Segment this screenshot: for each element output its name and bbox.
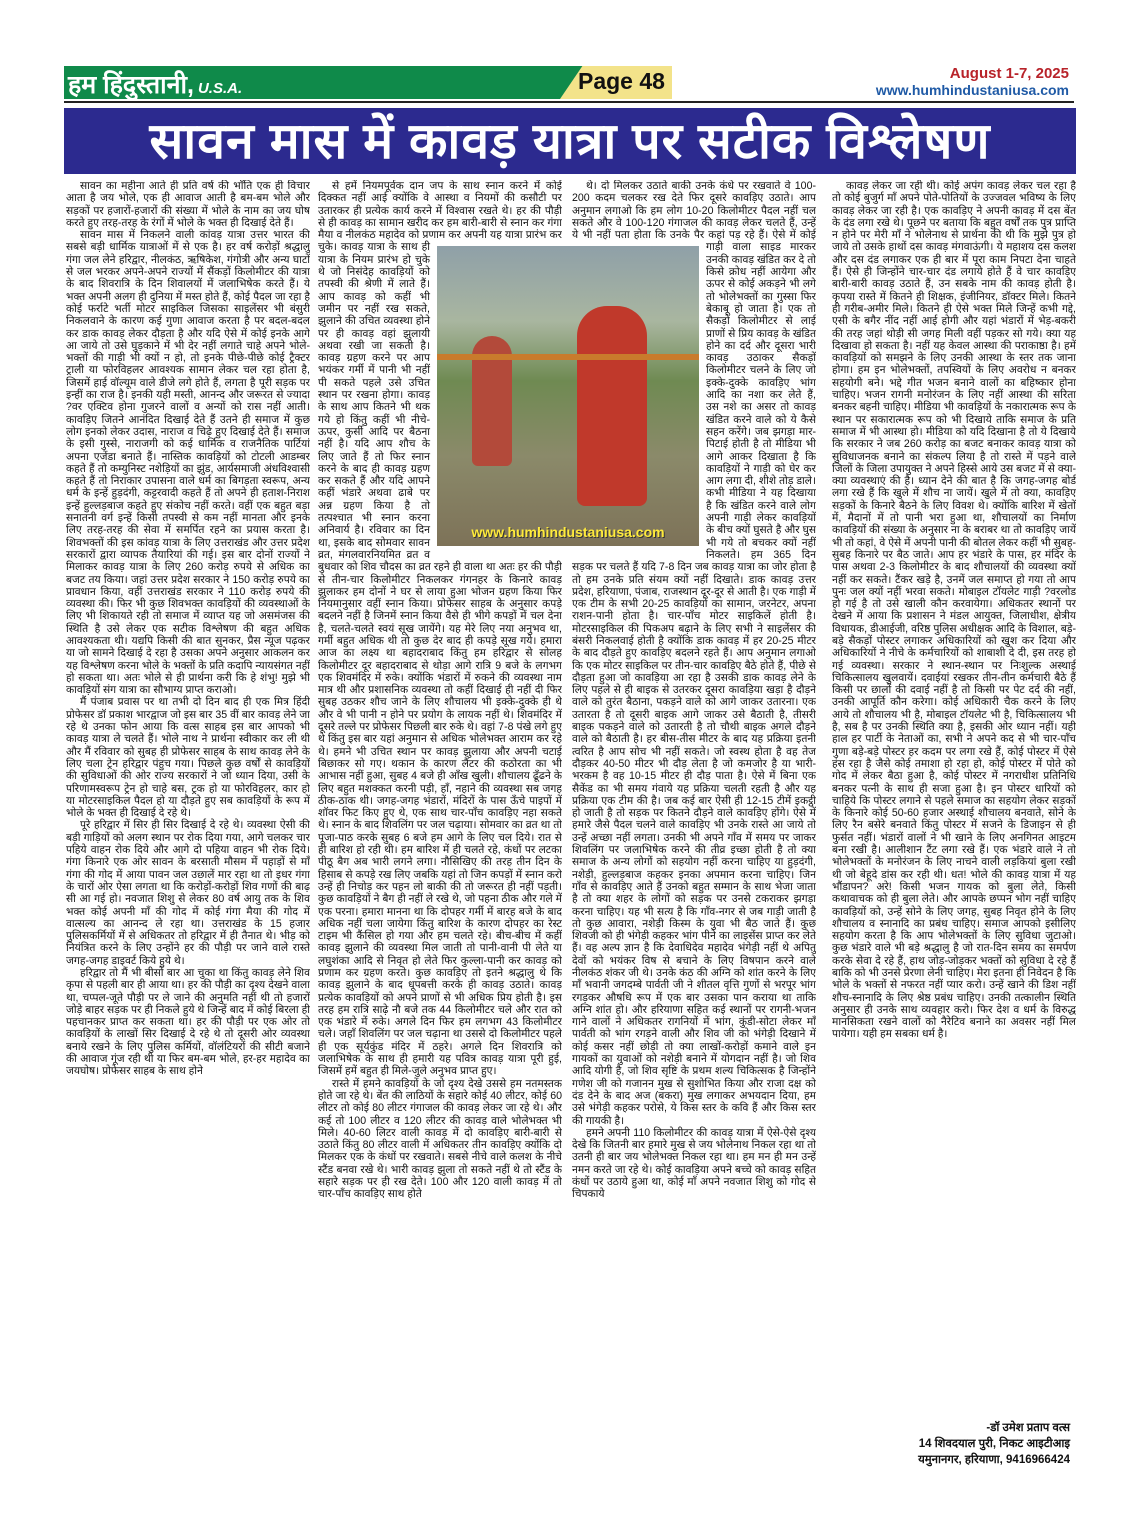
photo-watermark: www.humhindustaniusa.com bbox=[471, 524, 665, 540]
author-signature bbox=[832, 1420, 1070, 1468]
website-link[interactable]: www.humhindustaniusa.com bbox=[875, 82, 1069, 98]
article-paragraph: रास्ते में हमने कावड़ियों के जो दृश्य देखे उससे हम नतमस्तक होते जा रहे थे। बेंत की लाठियों के सहारे कोई 40 लीटर, कोई 60 लीटर तो कोई 80 लीटर गंगाजल की कावड़ लेकर जा रहे थे। और कई तो 100 लीटर व 120 लीटर की कावड़ वाले भोलेभक्त भी मिले। 40-60 लिटर वाली कावड़ में दो कावड़िए बारी-बारी से उठाते किंतु 80 लीटर वाली में अधिकतर तीन कावड़िए क्योंकि दो मिलकर एक के कंधों पर रखवाते। सबसे नीचे वाले कलश के नीचे स्टैंड बनवा रखे थे। भारी कावड़ झुला तो सकते नहीं थे तो स्टैंड के सहारे सड़क पर ही रख देते। 100 और 120 वाली कावड़ में तो चार-पाँच कावड़िए साथ होते bbox=[318, 1077, 562, 1201]
article-paragraph: सावन मास में निकलने वाली कांवड़ यात्रा उत्तर भारत की सबसे बड़ी धार्मिक यात्राओं में से एक है। हर वर्ष करोड़ों श्रद्धालु गंगा जल लेने हरिद्वार, नीलकंठ, ऋषिकेश, गंगोत्री और अन्य घाटों से जल भरकर अपने-अपने राज्यों में सैंकड़ों किलोमीटर की यात्रा के बाद शिवरात्रि के दिन शिवालयों में जलाभिषेक करते हैं। ये भक्त अपनी अलग ही दुनिया में मस्त होते हैं, कोई पैदल जा रहा है कोई फर्राटे भर्ती मोटर साइकिल जिसका साइलेंसर भी बंसुरी निकलवाने के कारण कई गुणा आवाज करता है पर बदल-बदल कर डाक कावड़ लेकर दौड़ता है और यदि ऐसे में कोई इनके आगे आ जाये तो उसे घुड़काने में भी देर नहीं लगाते चाहे अपने भोले-भक्तों की गाड़ी भी क्यों न हो, तो इनके पीछे-पीछे कोई ट्रैक्टर ट्राली या फोरविहलर आवश्यक सामान लेकर चल रहा होता है, जिसमें हाई वॉल्यूम वाले डीजे लगे होते हैं, लगता है पूरी सड़क पर इन्हीं का राज है। इनकी यही मस्ती, आनन्द और जरूरत से ज्यादा ?वर एक्टिव होना गुजरने वालों व अन्यों को रास नहीं आती। कावड़िए जितने आनंदित दिखाई देते हैं उतने ही समाज में कुछ लोग इनको लेकर उदास, नाराज व चिढ़े हुए दिखाई देते हैं। समाज के इसी गुस्से, नाराजगी को कई धार्मिक व राजनैतिक पार्टियां अपना एजेंडा बनाते हैं। नास्तिक कावड़ियों को टोटली आडम्बर कहते हैं तो कम्युनिस्ट नशेड़ियों का झुंड, आर्यसमाजी अंधविश्वासी कहते हैं तो निराकार उपासना वाले धर्म का बिगड़ता स्वरूप, अन्य धर्म के इन्हें हुड़दंगी, कट्टरवादी कहते हैं तो अपने ही हताश-निराश इन्हें हुल्लड़बाज कहते हुए संकोच नहीं करते। वहीं एक बहुत बड़ा सनातनी वर्ग इन्हें किसी तपस्वी से कम नहीं मानता और इनके लिए तरह-तरह की सेवा में समर्पित रहने का प्रयास करता है। शिवभक्तों की इस कांवड़ यात्रा के लिए उत्तराखंड और उत्तर प्रदेश सरकारों द्वारा व्यापक तैयारियां की गई। इस बार दोनों राज्यों ने मिलाकर कावड़ यात्रा के लिए 260 करोड़ रुपये से अधिक का बजट तय किया। जहां उत्तर प्रदेश सरकार ने 150 करोड़ रुपये का प्रावधान किया, वहीं उत्तराखंड सरकार ने 110 करोड़ रुपये की व्यवस्था की। फिर भी कुछ शिवभक्त कावड़ियों की व्यवस्थाओं के लिए भी शिकायते रही तो समाज में व्याप्त यह जो असमंजस की स्थिति है उसे लेकर एक सटीक विश्लेषण की बहुत अधिक आवश्यकता थी। यद्यपि किसी की बात सुनकर, प्रैस न्यूज पढ़कर या जो सामने दिखाई दे रहा है उसका अपने अनुसार आकलन कर यह विश्लेषण करना भोले के भक्तों के प्रति कदापि न्यायसंगत नहीं हो सकता था। अतः भोले से ही प्रार्थना करी कि हे शंभु! मुझे भी कावड़ियों संग यात्रा का सौभाग्य प्राप्त कराओ। bbox=[66, 229, 310, 697]
brand-suffix: U.S.A. bbox=[197, 80, 243, 97]
article-column-4 bbox=[832, 180, 1076, 1414]
kanwar-pole bbox=[437, 354, 699, 360]
article-paragraph: कावड़ लेकर जा रही थी। कोई अपंग कावड़ लेकर चल रहा है तो कोई बुजुर्ग माँ अपने पोते-पोतियों के उज्जवल भविष्य के लिए कावड़ लेकर जा रही है। एक कावड़िए ने अपनी कावड़ में दस बेंत के दंड लगा रखे थे। पूछने पर बताया कि बहुत वर्षों तक पुत्र प्राप्ति न होने पर मेरी माँ ने भोलेनाथ से प्रार्थना की थी कि मुझे पुत्र हो जाये तो उसके हाथों दस कावड़ मंगवाऊंगी। ये महाशय दस कलश और दस दंड लगाकर एक ही बार में पूरा काम निपटा देना चाहते हैं। ऐसे ही जिन्होंने चार-चार दंड लगाये होते हैं वे चार कावड़िए बारी-बारी कावड़ उठाते हैं, उन सबके नाम की कावड़ होती है। कृपया रास्ते में कितने ही शिक्षक, इंजीनियर, डॉक्टर मिले। कितने ही गरीब-अमीर मिले। कितने ही ऐसे भक्त मिले जिन्हें कभी गद्दे, एसी के बगैर नींद नहीं आई होगी और यहां भंडारों में भेड़-बकरी की तरह जहां थोड़ी सी जगह मिली वहीं पड़कर सो गये। क्या यह दिखावा हो सकता है। नहीं यह केवल आस्था की पराकाष्ठा है। हमें कावड़ियों को समझने के लिए उनकी आस्था के स्तर तक जाना होगा। हम इन भोलेभक्तों, तपस्वियों के लिए अवरोध न बनकर सहयोगी बने। भद्दे गीत भजन बनाने वालों का बहिष्कार होना चाहिए। भजन रागनी मनोरंजन के लिए नहीं आस्था की सरिता बनकर बहनी चाहिए। मीडिया भी कावड़ियों के नकारात्मक रूप के स्थान पर सकारात्मक रूप को भी दिखाये ताकि समाज के प्रति समाज में भी आस्था हो। मीडिया को यदि दिखाना है तो ये दिखाये कि सरकार ने जब 260 करोड़ का बजट बनाकर कावड़ यात्रा को सुविधाजनक बनाने का संकल्प लिया है तो रास्ते में पड़ने वाले जिलों के जिला उपायुक्त ने अपने हिस्से आये उस बजट में से क्या-क्या व्यवस्थाएं की है। ध्यान देने की बात है कि जगह-जगह बोर्ड लगा रखे हैं कि खुले में शौच ना जायें। खुले में तो क्या, कावड़िए सड़कों के किनारे बैठने के लिए विवश थे। क्योंकि बारिश में खेतों में, मैदानों में तो पानी भरा हुआ था, शौचालयों का निर्माण कावड़ियों की संख्या के अनुसार ना के बराबर था तो कावड़िए जायें भी तो कहां, वे ऐसे में अपनी पानी की बोतल लेकर कहीं भी सुबह-सुबह किनारे पर बैठ जाते। आप हर भंडारे के पास, हर मंदिर के पास अथवा 2-3 किलोमीटर के बाद शौचालयों की व्यवस्था क्यों नहीं कर सकते। टैंकर खड़े है, उनमें जल समाप्त हो गया तो आप पुनः जल क्यों नहीं भरवा सकते। मोबाइल टॉयलेट गाड़ी ?वरलोड हो गई है तो उसे खाली कौन करवायेगा। अधिकतर स्थानों पर देखने में आया कि प्रशासन ने मंडल आयुक्त, जिलाधीश, क्षेत्रीय विधायक, डीआईजी, वरिष्ठ पुलिस अधीक्षक आदि के विशाल, बड़े-बड़े सैकड़ों पोस्टर लगाकर अधिकारियों को खुश कर दिया और अधिकारियों ने नीचे के कर्मचारियों को शाबाशी दे दी, इस तरह हो गई व्यवस्था। सरकार ने स्थान-स्थान पर निःशुल्क अस्थाई चिकित्सालय खुलवायें। दवाईयां रखकर तीन-तीन कर्मचारी बैठे हैं किसी पर छालों की दवाई नहीं है तो किसी पर पेट दर्द की नहीं, उनकी आपूर्ति कौन करेगा। कोई अधिकारी चैक करने के लिए आये तो शौचालय भी है, मोबाइल टॉयलेट भी है, चिकित्सालय भी है, सब है पर उनकी स्थिति क्या है, इसकी ओर ध्यान नहीं। यही हाल हर पार्टी के नेताओं का, सभी ने अपने कद से भी चार-पाँच गुणा बड़े-बड़े पोस्टर हर कदम पर लगा रखे हैं, कोई पोस्टर में ऐसे हंस रहा है जैसे कोई तमाशा हो रहा हो, कोई पोस्टर में पोते को गोद में लेकर बैठा हुआ है, कोई पोस्टर में नगराधीश प्रतिनिधि बनकर पत्नी के साथ ही सजा हुआ है। इन पोस्टर धारियों को चाहिये कि पोस्टर लगाने से पहले समाज का सहयोग लेकर सड़कों के किनारे कोई 50-60 हजार अस्थाई शौचालय बनवाते, सोने के लिए रैन बसेरे बनवाते किंतु पोस्टर में सजने के डिजाइन से ही फुर्सत नहीं। भंडारों वालों ने भी खाने के लिए अनगिनत आइटम बना रखी है। आलीशान टैंट लगा रखे हैं। एक भंडारे वाले ने तो भोलेभक्तों के मनोरंजन के लिए नाचने वाली लड़कियां बुला रखी थी जो बेहूदे डांस कर रही थी। धत! भोले की कावड़ यात्रा में यह भौंडापन? अरे! किसी भजन गायक को बुला लेते, किसी कथावाचक को ही बुला लेते। और आपके छप्पन भोग नहीं चाहिए कावड़ियों को, उन्हें सोने के लिए जगह, सुबह निवृत होने के लिए शौचालय व स्नानादि का प्रबंध चाहिए। समाज आपको इसीलिए सहयोग करता है कि आप भोलेभक्तों के लिए सुविधा जुटाओ। कुछ भंडारे वाले भी बड़े श्रद्धालु है जो रात-दिन समय का समर्पण करके सेवा दे रहे हैं, हाथ जोड़-जोड़कर भक्तों को सुविधा दे रहे हैं बाकि को भी उनसे प्रेरणा लेनी चाहिए। मेरा इतना ही निवेदन है कि भोले के भक्तों से नफरत नहीं प्यार करो। उन्हें खाने की डिश नहीं शौच-स्नानादि के लिए श्रेष्ठ प्रबंध चाहिए। उनकी तत्कालीन स्थिति अनुसार ही उनके साथ व्यवहार करो। फिर देश व धर्म के विरुद्ध मानसिकता रखने वालों को नैरेटिव बनाने का अवसर नहीं मिल पायेगा। यही हम सबका धर्म है। bbox=[832, 180, 1076, 1041]
article-paragraph: हरिद्वार तो मैं भी बीसों बार आ चुका था किंतु कावड़ लेने शिव कृपा से पहली बार ही आया था। हर की पौड़ी का दृश्य देखने वाला था, चप्पल-जूते पौड़ी पर ले जाने की अनुमति नहीं थी तो हजारों जोड़े बाहर सड़क पर ही निकले हुये थे जिन्हें बाद में कोई बिरला ही पहचानकर प्राप्त कर सकता था। हर की पौड़ी पर एक ओर तो कावड़ियों के लाखों सिर दिखाई दे रहे थे तो दूसरी ओर व्यवस्था बनाये रखने के लिए पुलिस कर्मियों, वॉलंटियरों की सीटी बजाने की आवाज गूंज रही थी या फिर बम-बम भोले, हर-हर महादेव का जयघोष। प्रोफेसर साहब के साथ होने bbox=[66, 967, 310, 1078]
child-figure bbox=[577, 306, 647, 506]
issue-date: August 1-7, 2025 bbox=[949, 65, 1069, 82]
kanwar-photo bbox=[437, 246, 699, 546]
article-column-1 bbox=[66, 180, 310, 1480]
author-name: -डॉ उमेश प्रताप वत्स bbox=[986, 1422, 1070, 1434]
article-paragraph: मैं पंजाब प्रवास पर था तभी दो दिन बाद ही एक मित्र हिंदी प्रोफेसर डॉ प्रकाश भारद्वाज जो इस बार 35 वीं बार कावड़ लेने जा रहे थे उनका फोन आया कि वत्स साहब इस बार आपको भी कावड़ यात्रा ले चलते हैं। भोले नाथ ने प्रार्थना स्वीकार कर ली थी और मैं रविवार को सुबह ही प्रोफेसर साहब के साथ कावड़ लेने के लिए चला ट्रेन हरिद्वार पंहुच गया। पिछले कुछ वर्षों से कावड़ियों की सुविधाओं की ओर राज्य सरकारों ने जो ध्यान दिया, उसी के परिणामस्वरूप ट्रेन हो चाहे बस, ट्रक हो या फोरविहलर, कार हो या मोटरसाइकिल पैदल हो या दौड़ते हुए सब कावड़ियों के रूप में भोले के भक्त ही दिखाई दे रहे थे। bbox=[66, 696, 310, 820]
article-paragraph: से हमें नियमपूर्वक दान जप के साथ स्नान करने में कोई दिक्कत नहीं आई क्योंकि वे आस्था व नियमों की कसौटी पर उतारकर ही प्रत्येक कार्य करने में विश्वास रखते थे। हर की पौड़ी से ही कावड़ का सामान खरीद कर हम बारी-बारी से स्नान कर गंगा मैया व नीलकंठ महादेव को प्रणाम कर अपनी यह यात्रा प्रारंभ कर चुके। कावड़ यात्रा के साथ ही यात्रा के नियम प्रारंभ हो चुके थे जो निसंदेह कावड़ियों को तपस्वी की श्रेणी में लाते हैं। आप कावड़ को कहीं भी जमीन पर नहीं रख सकते, झुलाने की उचित व्यवस्था होने पर ही कावड़ वहां झुलायी अथवा रखी जा सकती है। कावड़ ग्रहण करने पर आप भयंकर गर्मी में पानी भी नहीं पी सकते पहले उसे उचित स्थान पर रखना होगा। कावड़ के साथ आप कितने भी थक गये हो किंतु कहीं भी नीचे-ऊपर, कुर्सी आदि पर बैठना नहीं है। यदि आप शौच के लिए जाते हैं तो फिर स्नान करने के बाद ही कावड़ ग्रहण कर सकते हैं और यदि आपने कहीं भंडारे अथवा ढाबे पर अन्न ग्रहण किया है तो तत्पश्चात भी स्नान करना अनिवार्य है। रविवार का दिन था, इसके बाद सोमवार सावन व्रत, मंगलवारनियमित व्रत व बुधवार को शिव चौदस का व्रत रहने ही वाला था अतः हर की पौड़ी से तीन-चार किलोमीटर निकलकर गंगनहर के किनारे कावड़ झुलाकर हम दोनों ने घर से लाया हुआ भोजन ग्रहण किया फिर नियमानुसार वहीं स्नान किया। प्रोफेसर साहब के अनुसार कपड़े बदलने नहीं है जिनमें स्नान किया वैसे ही भीगे कपड़ों में चल देना है, चलते-चलते स्वयं सूख जायेंगे। यह मेरे लिए नया अनुभव था, गर्मी बहुत अधिक थी तो कुछ देर बाद ही कपड़े सूख गये। हमारा आज का लक्ष्य था बहादराबाद किंतु हम हरिद्वार से सोलह किलोमीटर दूर बहादराबाद से थोड़ा आगे रात्रि 9 बजे के लगभग एक शिवमंदिर में रुके। क्योंकि भंडारों में रुकने की व्यवस्था नाम मात्र थी और प्रशासनिक व्यवस्था तो कहीं दिखाई ही नहीं दी फिर सुबह उठकर शौच जाने के लिए शौचालय भी इक्के-दुक्के ही थे और वे भी पानी न होने पर प्रयोग के लायक नहीं थे। शिवमंदिर में दूसरे तल्ले पर प्रोफेसर पिछली बार रुके थे। वहां 7-8 पंखे लगे हुए थे किंतु इस बार यहां अनुमान से अधिक भोलेभक्त आराम कर रहे थे। हमने भी उचित स्थान पर कावड़ झुलाया और अपनी चटाई बिछाकर सो गए। थकान के कारण लैंटर की कठोरता का भी आभास नहीं हुआ, सुबह 4 बजे ही आँख खुली। शौचालय ढूँढने के लिए बहुत मशक्कत करनी पड़ी, हाँ, नहाने की व्यवस्था सब जगह ठीक-ठाक थी। जगह-जगह भंडारों, मंदिरों के पास ऊँचे पाइपों में शॉवर फिट किए हुए थे, एक साथ चार-पाँच कावड़िए नहा सकते थे। स्नान के बाद शिवलिंग पर जल चढ़ाया। सोमवार का व्रत था तो पूजा-पाठ करके सुबह 6 बजे हम आगे के लिए चल दिये। रात से ही बारिश हो रही थी। हम बारिश में ही चलते रहे, कंधों पर लटका पीठू बैग अब भारी लगने लगा। नौसिखिए की तरह तीन दिन के हिसाब से कपड़े रख लिए जबकि यहां तो जिन कपड़ों में स्नान करो उन्हें ही निचोड़ कर पहन लो बाकी की तो जरूरत ही नहीं पड़ती। कुछ कावड़ियों ने बैग ही नहीं ले रखे थे, जो पहना ठीक और गले में एक परना। हमारा मानना था कि दोपहर गर्मी में बारह बजे के बाद अधिक नहीं चला जायेगा किंतु बारिश के कारण दोपहर का रेस्ट टाइम भी कैंसिल हो गया और हम चलते रहे। बीच-बीच में कहीं कावड़ झुलाने की व्यवस्था मिल जाती तो पानी-वानी पी लेते या लघुशंका आदि से निवृत हो लेते फिर कुल्ला-पानी कर कावड़ को प्रणाम कर ग्रहण करते। कुछ कावड़िए तो इतने श्रद्धालु थे कि कावड़ झुलाने के बाद धूपबत्ती करके ही कावड़ उठाते। कावड़ प्रत्येक कावड़ियों को अपने प्राणों से भी अधिक प्रिय होती है। इस तरह हम रात्रि साढ़े नौ बजे तक 44 किलोमीटर चले और रात को एक भंडारे में रुके। अगले दिन फिर हम लगभग 43 किलोमीटर चले। जहाँ शिवलिंग पर जल चढ़ाना था उससे दो किलोमीटर पहले ही एक सूर्यकुंड मंदिर में ठहरे। अगले दिन शिवरात्रि को जलाभिषेक के साथ ही हमारी यह पवित्र कावड़ यात्रा पूरी हुई, जिसमें हमें बहुत ही मिले-जुले अनुभव प्राप्त हुए। bbox=[318, 180, 562, 1078]
header-divider bbox=[64, 101, 1074, 103]
author-address: 14 शिवदयाल पुरी, निकट आइटीआइ bbox=[918, 1438, 1070, 1450]
author-address: यमुनानगर, हरियाणा, 9416966424 bbox=[918, 1454, 1070, 1466]
page-number: Page 48 bbox=[578, 68, 665, 94]
article-paragraph: सावन का महीना आते ही प्रति वर्ष की भाँति एक ही विचार आता है जय भोले, एक ही आवाज आती है बम-बम भोले और सड़कों पर हजारों-हजारों की संख्या में भोले के नाम का जय घोष करते हुए तरह-तरह के रंगों में भोले के भक्त ही दिखाई देते हैं। bbox=[66, 180, 310, 229]
newspaper-name bbox=[68, 67, 242, 101]
article-paragraph: हमने अपनी 110 किलोमीटर की कावड़ यात्रा में ऐसे-ऐसे दृश्य देखे कि जितनी बार हमारे मुख से जय भोलेनाथ निकल रहा था तो उतनी ही बार जय भोलेभक्त निकल रहा था। हम मन ही मन उन्हें नमन करते जा रहे थे। कोई कावड़िया अपने बच्चे को कावड़ सहित कंधों पर उठाये हुआ था, कोई माँ अपने नवजात शिशु को गोद से चिपकाये bbox=[572, 1126, 816, 1201]
article-paragraph: पूरे हरिद्वार में सिर ही सिर दिखाई दे रहे थे। व्यवस्था ऐसी की बड़ी गाड़ियों को अलग स्थान पर रोक दिया गया, आगे चलकर चार पहिये वाहन रोक दिये और आगे दो पहिया वाहन भी रोक दिये। गंगा किनारे एक ओर सावन के बरसाती मौसम में पहाड़ों से माँ गंगा की गोद में आया पावन जल उछालें मार रहा था तो इधर गंगा के चारों ओर ऐसा लगता था कि करोड़ों-करोड़ों शिव गणों की बाढ़ सी आ गई हो। नवजात शिशु से लेकर 80 वर्ष आयु तक के शिव भक्त कोई अपनी माँ की गोद में कोई गंगा मैया की गोद में वात्सल्य का आनन्द ले रहा था। उत्तराखंड के 15 हजार पुलिसकर्मियों में से अधिकतर तो हरिद्वार में ही तैनात थे। भीड़ को नियंत्रित करने के लिए उन्होंने हर की पौड़ी पर जाने वाले रास्ते जगह-जगह डाइवर्ट किये हुये थे। bbox=[66, 819, 310, 967]
brand-name: हम हिंदुस्तानी, bbox=[68, 71, 194, 99]
headline: सावन मास में कावड़ यात्रा पर सटीक विश्लेषण bbox=[64, 108, 1076, 174]
article-paragraph: थे। दो मिलकर उठाते बाकी उनके कंधे पर रखवाते वे 100-200 कदम चलकर रख देते फिर दूसरे कावड़िए उठाते। आप अनुमान लगाओ कि हम लोग 10-20 किलोमीटर पैदल नहीं चल सकते और वे 100-120 गंगाजल की कावड़ लेकर चलते हैं, उन्हें ये भी नहीं पता होता कि उनके पैर कहां पड़ रहे हैं। ऐसे में कोई गाड़ी वाला साइड मारकर उनकी कावड़ खंडित कर दे तो किसे क्रोध नहीं आयेगा और ऊपर से कोई अकड़ने भी लगे तो भोलेभक्तों का गुस्सा फिर बेकाबू हो जाता है। एक तो सैकड़ों किलोमीटर से लाई प्राणों से प्रिय कावड़ के खंडित होने का दर्द और दूसरा भारी कावड़ उठाकर सैकड़ों किलोमीटर चलने के लिए जो इक्के-दुक्के कावड़िए भांग आदि का नशा कर लेते हैं, उस नशे का असर तो कावड़ खंडित करने वाले को ये कैसे सहन करेंगे। जब झगड़ा मार-पिटाई होती है तो मीडिया भी आगे आकर दिखाता है कि कावड़ियों ने गाड़ी को घेर कर आग लगा दी, शीशे तोड़ डाले। कभी मीडिया ने यह दिखाया है कि खंडित करने वाले लोग अपनी गाड़ी लेकर कावड़ियों के बीच क्यों घुसते है और घुस भी गये तो बचकर क्यों नहीं निकलते। हम 365 दिन सड़क पर चलते हैं यदि 7-8 दिन जब कावड़ यात्रा का जोर होता है तो हम उनके प्रति संयम क्यों नहीं दिखाते। डाक कावड़ उत्तर प्रदेश, हरियाणा, पंजाब, राजस्थान दूर-दूर से आती है। एक गाड़ी में एक टीम के सभी 20-25 कावड़ियों का सामान, जरनेटर, अपना राशन-पानी होता है। चार-पाँच मोटर साइकिलें होती है। मोटरसाइकिल की पिकअप बढ़ाने के लिए सभी ने साइलेंसर की बंसरी निकलवाई होती है क्योंकि डाक कावड़ में हर 20-25 मीटर के बाद दौड़ते हुए कावड़िए बदलने रहते हैं। आप अनुमान लगाओ कि एक मोटर साइकिल पर तीन-चार कावड़िए बैठे होते हैं, पीछे से दौड़ता हुआ जो कावड़िया आ रहा है उसकी डाक कावड़ लेने के लिए पहले से ही बाइक से उतरकर दूसरा कावड़िया खड़ा है दौड़ने वाले को तुरंत बैठाना, पकड़ने वाले को आगे जाकर उतारना। एक उतारता है तो दूसरी बाइक आगे जाकर उसे बैठाती है, तीसरी बाइक पकड़ने वाले को उतारती है तो चौथी बाइक अगले दौड़ने वाले को बैठाती है। हर बीस-तीस मीटर के बाद यह प्रक्रिया इतनी त्वरित है आप सोच भी नहीं सकते। जो स्वस्थ होता है वह तेज दौड़कर 40-50 मीटर भी दौड़ लेता है जो कमजोर है या भारी-भरकम है वह 10-15 मीटर ही दौड़ पाता है। ऐसे में बिना एक सैकेंड का भी समय गंवाये यह प्रक्रिया चलती रहती है और यह प्रक्रिया एक टीम की है। जब कई बार ऐसी ही 12-15 टीमें इकट्ठी हो जाती है तो सड़क पर कितने दौड़ने वाले कावड़िए होंगे। ऐसे में हमारे जैसे पैदल चलने वाले कावड़िए भी उनके रास्ते आ जाये तो उन्हें अच्छा नहीं लगता। उनकी भी अपने गाँव में समय पर जाकर शिवलिंग पर जलाभिषेक करने की तीव्र इच्छा होती है तो क्या समाज के अन्य लोगों को सहयोग नहीं करना चाहिए या हुड़दंगी, नशेड़ी, हुल्लड़बाज कहकर इनका अपमान करना चाहिए। जिन गाँव से कावड़िए आते हैं उनको बहुत सम्मान के साथ भेजा जाता है तो क्या शहर के लोगों को सड़क पर उनसे टकराकर झगड़ा करना चाहिए। यह भी सत्य है कि गाँव-नगर से जब गाड़ी जाती है तो कुछ आवारा, नशेड़ी किस्म के युवा भी बैठ जाते हैं। कुछ शिवजी को ही भंगेड़ी कहकर भांग पीने का लाइसेंस प्राप्त कर लेते हैं। वह अल्प ज्ञान है कि देवाधिदेव महादेव भंगेड़ी नहीं थे अपितु देवों को भयंकर विष से बचाने के लिए विषपान करने वाले नीलकंठ शंकर जी थे। उनके कंठ की अग्नि को शांत करने के लिए माँ भवानी जगदम्बे पार्वती जी ने शीतल वृत्ति गुणों से भरपूर भांग रगड़कर औषधि रूप में एक बार उसका पान कराया था ताकि अग्नि शांत हो। और हरियाणा सहित कई स्थानों पर रागनी-भजन गाने वालों ने अधिकतर रागनियों में भांग, कुंडी-सोटा लेकर माँ पार्वती को भांग रगड़ने वाली और शिव जी को भंगेड़ी दिखाने में कोई कसर नहीं छोड़ी तो क्या लाखों-करोड़ों कमाने वाले इन गायकों का युवाओं को नशेड़ी बनाने में योगदान नहीं है। जो शिव आदि योगी है, जो शिव सृष्टि के प्रथम शल्य चिकित्सक है जिन्होंने गणेश जी को गजानन मुख से सुशोभित किया और राजा दक्ष को दंड देने के बाद अज (बकरा) मुख लगाकर अभयदान दिया, हम उसे भंगेड़ी कहकर परोसे, ये किस स्तर के कवि हैं और किस स्तर की गायकी है। bbox=[572, 180, 816, 1127]
